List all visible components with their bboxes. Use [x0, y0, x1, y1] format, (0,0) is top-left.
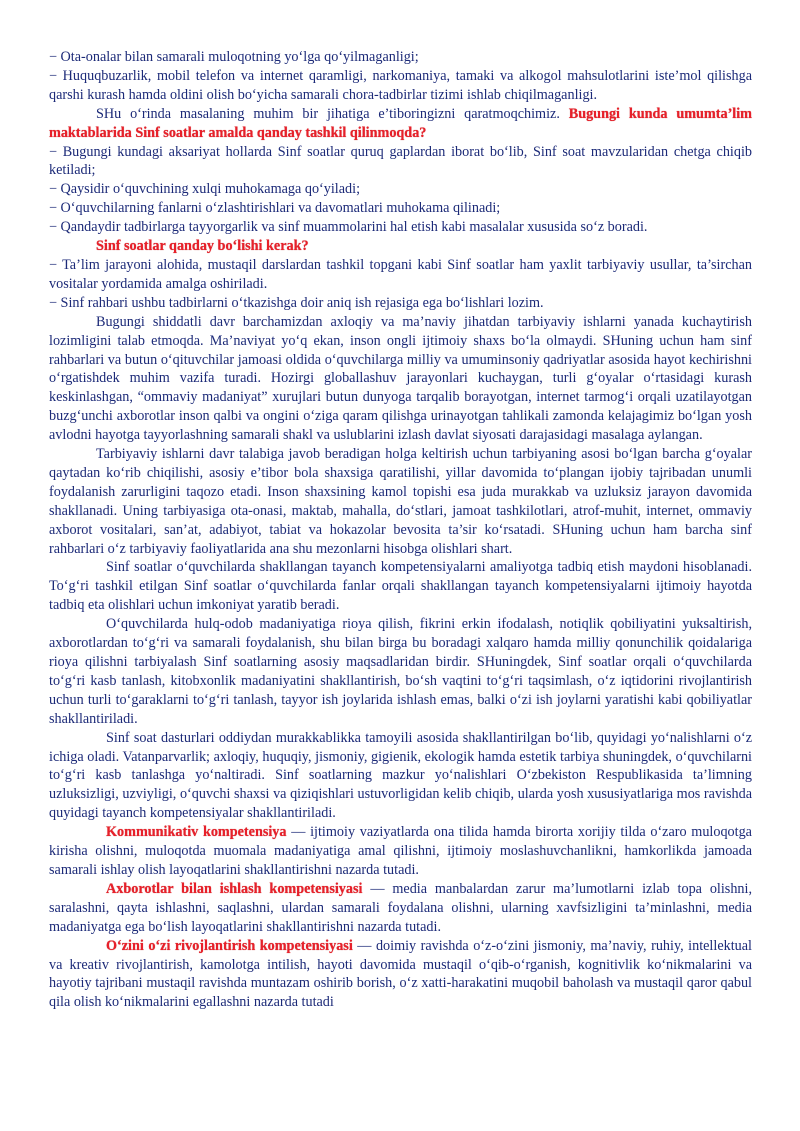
section-heading	[49, 237, 752, 256]
body-paragraph: O‘quvchilarda hulq-odob madaniyatiga rioya qilish, fikrini erkin ifodalash, notiqlik qobiliyatini yuksaltirish, axborotlardan to‘g‘ri va samarali foydalanish, shu bilan birga bu boradagi xalqaro hamda milliy qonunchilik qoidalariga rioya qilishni tarbiyalash Sinf soatlarning asosiy maqsadlaridan birdir. SHuningdek, Sinf soatlar orqali o‘quvchilarda to‘g‘ri kasb tanlash, kitobxonlik madaniyatini shakllantirish, bo‘sh vaqtini to‘g‘ri taqsimlash, o‘z iqtidorini rivojlantirish uchun turli to‘garaklarni to‘g‘ri tanlash, tayyor ish joylarida ishlash emas, balki o‘zi ish joylarni yaratishi kabi qobiliyatlar shakllantiriladi.	[49, 616, 752, 727]
list-item: − Sinf rahbari ushbu tadbirlarni o‘tkazishga doir aniq ish rejasiga ega bo‘lishlari lozim.	[49, 294, 544, 311]
competency-term: Axborotlar bilan ishlash kompetensiyasi	[106, 880, 363, 897]
list-item: − O‘quvchilarning fanlarni o‘zlashtirishlari va davomatlari muhokama qilinadi;	[49, 200, 501, 217]
body-paragraph: Sinf soat dasturlari oddiydan murakkablikka tamoyili asosida shakllantirilgan bo‘lib, quyidagi yo‘nalishlarni o‘z ichiga oladi. Vatanparvarlik; axloqiy, huquqiy, jismoniy, gigienik, ekologik hamda estetik tarbiya shuningdek, o‘quvchilarni to‘g‘ri kasb tanlashga yo‘naltiradi. Sinf soatlarning mazkur yo‘nalishlari O‘zbekiston Respublikasida ta’limning uzluksizligi, uzviyligi, o‘quvchi shaxsi va qiziqishlari ustuvorligidan kelib chiqib, ularda yosh xususiyatlariga mos ravishda quyidagi tayanch kompetensiyalar shakllantiriladi.	[49, 729, 752, 822]
competency-paragraph	[49, 823, 752, 880]
competency-paragraph	[49, 880, 752, 937]
paragraph-text: SHu o‘rinda masalaning muhim bir jihatiga e’tiboringizni qaratmoqchimiz.	[96, 105, 560, 122]
competency-description: — doimiy ravishda o‘z-o‘zini jismoniy, ma’naviy, ruhiy, intellektual va kreativ rivojlantirish, kamolotga intilish, hayoti davomida mustaqil o‘qib-o‘rganish, kognitivlik ko‘nikmalarini va hayotiy tajribani mustaqil ravishda muntazam oshirib borish, o‘z xatti-harakatini muqobil baholash va mustaqil qaror qabul qila olish ko‘nikmalarini egallashni nazarda tutadi	[49, 937, 752, 1011]
list-item: − Ota-onalar bilan samarali muloqotning yo‘lga qo‘yilmaganligi;	[49, 49, 419, 65]
body-paragraph: Tarbiyaviy ishlarni davr talabiga javob beradigan holga keltirish uchun tarbiyaning asosi bo‘lgan barcha g‘oyalar qaytadan ko‘rib chiqilishi, asosiy e’tibor bola shaxsiga qaratilishi, yillar davomida to‘plangan ijobiy tajribadan unumli foydalanish zarurligini taqozo etadi. Inson shaxsining kamol topishi esa juda murakkab va uzluksiz jarayon davomida shakllanadi. Uning tarbiyasiga ota-onasi, maktab, mahalla, do‘stlari, jamoat tashkilotlari, atrof-muhit, internet, ommaviy axborot vositalari, san’at, adabiyot, tabiat va hokazolar bevosita ta’sir ko‘rsatadi. SHuning uchun ham barcha sinf rahbarlari o‘z tarbiyaviy faoliyatlarida ana shu mezonlarni hisobga olishlari shart.	[49, 446, 752, 557]
competency-description: — media manbalardan zarur ma’lumotlarni izlab topa olishni, saralashni, qayta ishlashni, saqlashni, ulardan samarali foydalana olishni, ularning xavfsizligini ta’minlashni, media madaniyatga ega bo‘lish layoqatlarini shakllantirishni nazarda tutadi.	[49, 880, 752, 935]
competency-term: Kommunikativ kompetensiya	[106, 824, 287, 841]
body-paragraph: Bugungi shiddatli davr barchamizdan axloqiy va ma’naviy jihatdan tarbiyaviy ishlarni yanada kuchaytirish lozimligini talab etmoqda. Ma’naviyat yo‘q ekan, inson ongli ijtimoiy shaxs bo‘la olmaydi. SHuning uchun ham sinf rahbarlari va butun o‘qituvchilar jamoasi oldida o‘quvchilarga milliy va umuminsoniy qadriyatlar asosida hayot kechirishni o‘rgatishdek muhim vazifa turadi. Hozirgi globallashuv jarayonlari kuchaygan, turli g‘oyalar o‘rtasidagi kurash keskinlashgan, “ommaviy madaniyat” xurujlari butun dunyoga tarqalib borayotgan, internet tarmog‘i orqali uzatilayotgan buzg‘unchi axborotlar inson qalbi va ongini o‘ziga qaram qilishga urinayotgan tahlikali zamonda kelajagimiz bo‘lgan yosh avlodni hayotga tayyorlashning samarali shakl va uslublarini izlash davlat siyosati darajasidagi masalaga aylangan.	[49, 313, 752, 444]
body-paragraph	[49, 105, 752, 143]
list-item: − Huquqbuzarlik, mobil telefon va internet qaramligi, narkomaniya, tamaki va alkogol mahsulotlarini iste’mol qilishga qarshi kurash hamda oldini olish bo‘yicha samarali chora-tadbirlar tizimi ishlab chiqilmaganligi.	[49, 67, 752, 103]
competency-description: — ijtimoiy vaziyatlarda ona tilida hamda birorta xorijiy tilda o‘zaro muloqotga kirisha olishni, muloqotda muomala madaniyatiga amal qilishni, ijtimoiy moslashuvchanlikni, hamkorlikda jamoada samarali ishlay olish layoqatlarini shakllantirishni nazarda tutadi.	[49, 824, 752, 878]
list-item: − Bugungi kundagi aksariyat hollarda Sinf soatlar quruq gaplardan iborat bo‘lib, Sinf soat mavzularidan chetga chiqib ketiladi;	[49, 143, 752, 179]
highlighted-question: Bugungi kunda umumta’lim maktablarida Sinf soatlar amalda qanday tashkil qilinmoqda?	[49, 105, 752, 141]
competency-paragraph	[49, 937, 752, 1013]
list-item: − Qandaydir tadbirlarga tayyorgarlik va sinf muammolarini hal etish kabi masalalar xususida so‘z boradi.	[49, 219, 648, 236]
list-item: − Ta’lim jarayoni alohida, mustaqil darslardan tashkil topgani kabi Sinf soatlar ham yaxlit tarbiyaviy usullar, ta’sirchan vositalar yordamida amalga oshiriladi.	[49, 256, 752, 292]
body-paragraph: Sinf soatlar o‘quvchilarda shakllangan tayanch kompetensiyalarni amaliyotga tadbiq etish maydoni hisoblanadi. To‘g‘ri tashkil etilgan Sinf soatlar o‘quvchilarda fanlar orqali shakllangan tayanch kompetensiyalarni ijtimoiy hayotda tadbiq eta olishlari uchun imkoniyat yaratib beradi.	[49, 559, 752, 614]
list-item: − Qaysidir o‘quvchining xulqi muhokamaga qo‘yiladi;	[49, 181, 361, 198]
competency-term: O‘zini o‘zi rivojlantirish kompetensiyasi	[106, 937, 353, 954]
highlighted-heading: Sinf soatlar qanday bo‘lishi kerak?	[96, 238, 309, 255]
